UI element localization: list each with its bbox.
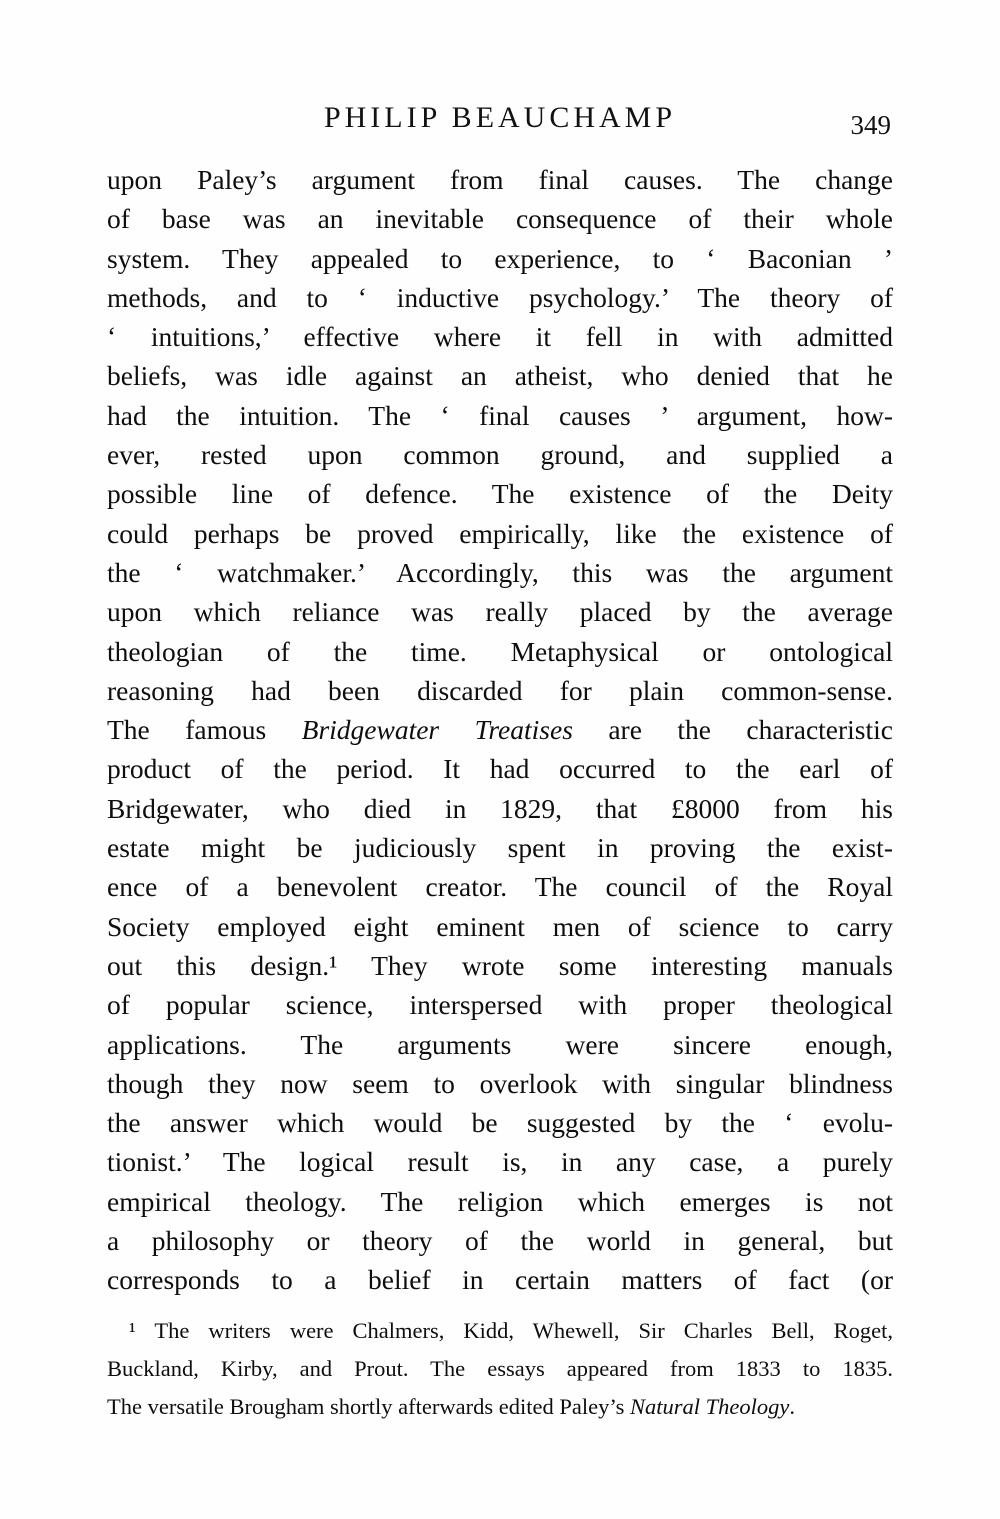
text-line: Society employed eight eminent men of science to carry	[107, 910, 893, 942]
text-line: Bridgewater, who died in 1829, that £8000 from his	[107, 792, 893, 824]
text-line: possible line of defence. The existence of the Deity	[107, 478, 893, 510]
text-line: corresponds to a belief in certain matters of fact (or	[107, 1264, 893, 1296]
text-line: tionist.’ The logical result is, in any case, a purely	[107, 1146, 893, 1178]
text-line: ence of a benevolent creator. The council of the Royal	[107, 871, 893, 903]
page-header	[107, 101, 893, 141]
text-line: the ‘ watchmaker.’ Accordingly, this was the argument	[107, 556, 893, 588]
text-line: ‘ intuitions,’ effective where it fell in with admitted	[107, 321, 893, 353]
text-line: The famous Bridgewater Treatises are the characteristic	[107, 714, 893, 746]
text-line: had the intuition. The ‘ final causes ’ argument, how-	[107, 399, 893, 431]
text-line: product of the period. It had occurred to the earl of	[107, 753, 893, 785]
text-line: of base was an inevitable consequence of their whole	[107, 203, 893, 235]
text-line: beliefs, was idle against an atheist, who denied that he	[107, 360, 893, 392]
text-line: The versatile Brougham shortly afterwards edited Paley’s Natural Theology.	[107, 1394, 795, 1419]
text-line: Buckland, Kirby, and Prout. The essays appeared from 1833 to 1835.	[107, 1356, 893, 1381]
text-line: empirical theology. The religion which emerges is not	[107, 1185, 893, 1217]
text-line: ¹ The writers were Chalmers, Kidd, Whewell, Sir Charles Bell, Roget,	[129, 1318, 893, 1343]
text-line: out this design.¹ They wrote some interesting manuals	[107, 949, 893, 981]
text-line: upon which reliance was really placed by the average	[107, 596, 893, 628]
text-line: system. They appealed to experience, to ‘ Baconian ’	[107, 242, 893, 274]
page-header-title: PHILIP BEAUCHAMP	[323, 101, 677, 134]
text-line: upon Paley’s argument from final causes. The change	[107, 164, 893, 195]
text-line: methods, and to ‘ inductive psychology.’ The theory of	[107, 281, 893, 313]
text-line: of popular science, interspersed with proper theological	[107, 989, 893, 1021]
text-line: theologian of the time. Metaphysical or ontological	[107, 635, 893, 667]
text-line: reasoning had been discarded for plain common-sense.	[107, 674, 893, 706]
text-line: though they now seem to overlook with singular blindness	[107, 1067, 893, 1099]
text-line: the answer which would be suggested by the ‘ evolu-	[107, 1107, 893, 1139]
text-line: a philosophy or theory of the world in general, but	[107, 1225, 893, 1257]
text-line: applications. The arguments were sincere enough,	[107, 1028, 893, 1060]
footnote	[107, 1312, 893, 1426]
page-number: 349	[850, 110, 891, 140]
text-line: could perhaps be proved empirically, like the existence of	[107, 517, 893, 549]
text-line: estate might be judiciously spent in proving the exist-	[107, 832, 893, 864]
body-text	[107, 160, 893, 1300]
text-line: ever, rested upon common ground, and supplied a	[107, 439, 893, 471]
